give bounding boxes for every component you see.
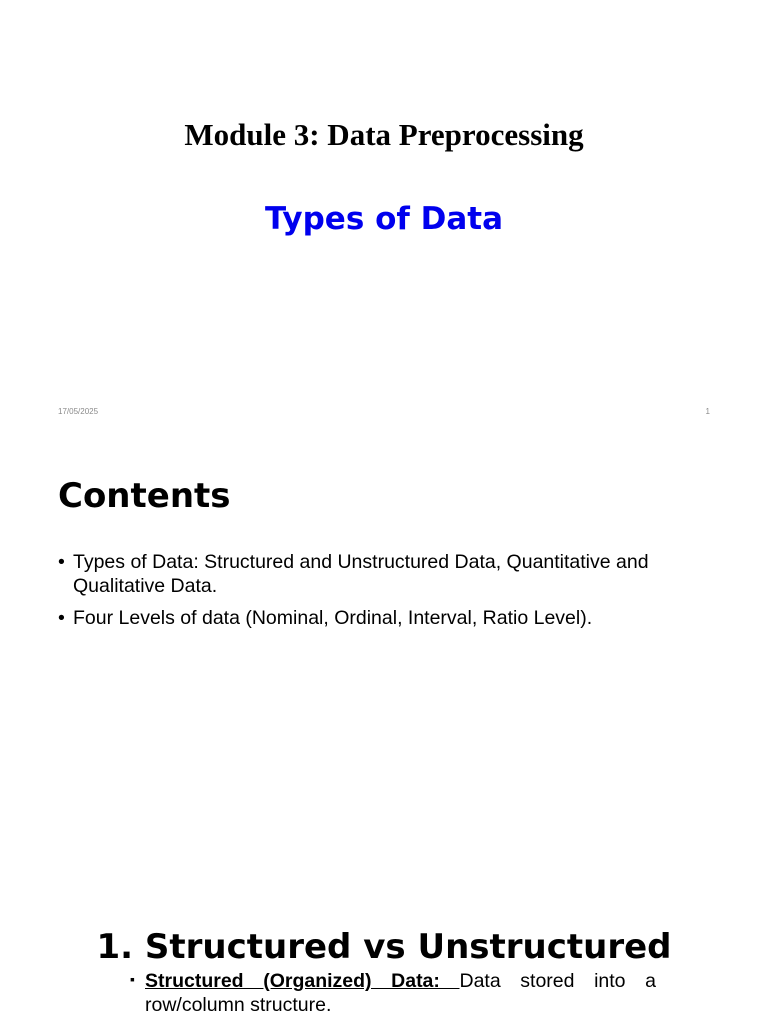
- list-item: [58, 550, 698, 598]
- slide-1: [0, 0, 768, 430]
- list-item: [58, 606, 698, 630]
- slide-date: 17/05/2025: [58, 407, 99, 416]
- list-item-text: Four Levels of data (Nominal, Ordinal, Interval, Ratio Level).: [73, 607, 593, 629]
- module-title: Module 3: Data Preprocessing: [184, 117, 584, 152]
- section-heading: 1. Structured vs Unstructured: [96, 927, 672, 967]
- bullet-icon: •: [58, 551, 65, 573]
- definition-term: Structured (Organized) Data:: [145, 970, 460, 992]
- slide-page-number: 1: [705, 407, 710, 416]
- slide-3: [0, 895, 768, 1024]
- contents-heading: Contents: [58, 476, 231, 516]
- bullet-icon: •: [58, 607, 65, 629]
- contents-list: [58, 550, 698, 638]
- list-item: [130, 969, 656, 1017]
- definition-text: Data stored into a row/column structure.: [145, 970, 656, 1016]
- square-bullet-icon: ▪: [130, 971, 135, 987]
- slide-2: [0, 430, 768, 895]
- list-item-text: Types of Data: Structured and Unstructured Data, Quantitative and Qualitative Data.: [73, 551, 649, 597]
- slide-subtitle: Types of Data: [264, 201, 504, 237]
